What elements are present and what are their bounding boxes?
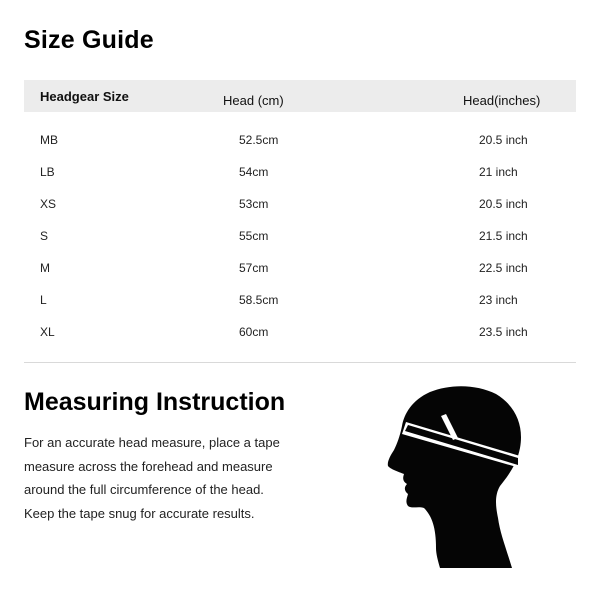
size-cell: MB (40, 133, 58, 147)
cm-cell: 55cm (239, 229, 269, 243)
table-row (24, 284, 576, 316)
table-row (24, 252, 576, 284)
column-header-inches: Head(inches) (463, 92, 541, 108)
head-profile-icon (374, 378, 534, 578)
instruction-line: measure across the forehead and measure (24, 458, 273, 474)
measuring-title: Measuring Instruction (24, 388, 286, 416)
measuring-instructions (24, 431, 324, 525)
inch-cell: 21 inch (479, 165, 518, 179)
cm-cell: 53cm (239, 197, 269, 211)
cm-cell: 60cm (239, 325, 269, 339)
table-row (24, 316, 576, 348)
inch-cell: 20.5 inch (479, 197, 528, 211)
table-body (24, 112, 576, 348)
inch-cell: 21.5 inch (479, 229, 528, 243)
table-header (24, 80, 576, 112)
size-cell: M (40, 261, 50, 275)
size-cell: LB (40, 165, 55, 179)
page-title: Size Guide (24, 26, 154, 54)
table-row (24, 220, 576, 252)
size-cell: L (40, 293, 47, 307)
inch-cell: 23.5 inch (479, 325, 528, 339)
instruction-line: For an accurate head measure, place a tape (24, 435, 280, 450)
inch-cell: 20.5 inch (479, 133, 528, 147)
section-divider (24, 362, 576, 363)
table-row (24, 188, 576, 220)
inch-cell: 22.5 inch (479, 261, 528, 275)
instruction-line: Keep the tape snug for accurate results. (24, 505, 255, 521)
cm-cell: 58.5cm (239, 293, 279, 307)
size-cell: XS (40, 197, 57, 211)
column-header-size: Headgear Size (40, 88, 129, 104)
table-row (24, 124, 576, 156)
cm-cell: 54cm (239, 165, 269, 179)
size-table (24, 80, 576, 348)
size-cell: XL (40, 325, 55, 339)
column-header-cm: Head (cm) (223, 92, 284, 108)
cm-cell: 57cm (239, 261, 269, 275)
instruction-line: around the full circumference of the head. (24, 482, 264, 497)
table-row (24, 156, 576, 188)
cm-cell: 52.5cm (239, 133, 279, 147)
size-cell: S (40, 229, 49, 243)
inch-cell: 23 inch (479, 293, 518, 307)
